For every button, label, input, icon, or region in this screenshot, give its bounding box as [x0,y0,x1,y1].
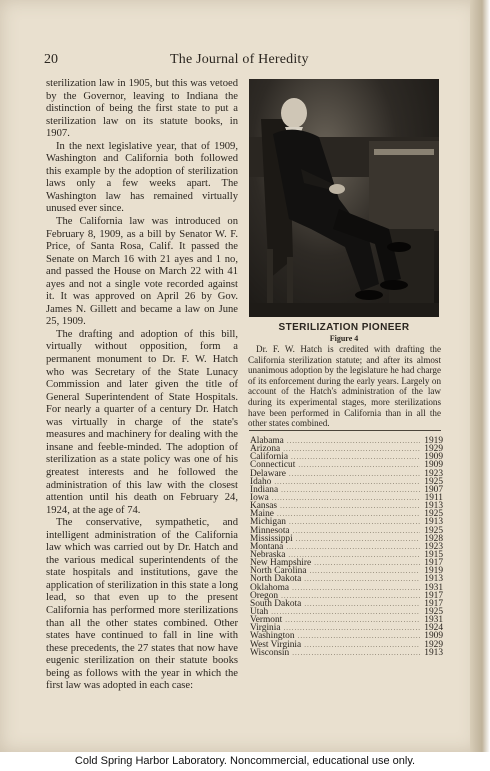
state-name: Minnesota [250,525,290,536]
state-year: 1925 [424,476,443,487]
state-year: 1917 [424,598,443,609]
dot-leader [314,559,420,567]
dot-leader [298,461,420,469]
state-name: Oklahoma [250,582,290,593]
body-paragraph: The California law was introduced on February 8, 1909, as a bill by Senator W. F. Price, of Santa Rosa, Calif. It passed the Senate on March 16 with 21 ayes and 1 no, and passed the House on March 22 with 41 ayes and not a single vote recorded against it. It was approved on April 26 by Gov. James N. Gillett and became a law on June 25, 1909. [46,216,238,328]
state-name: Alabama [250,436,284,446]
state-row [250,584,443,592]
state-year: 1913 [424,647,443,658]
body-paragraph: The conservative, sympathetic, and intelligent administration of the California law which was carried out by Dr. Hatch and the various medical superintendents of the state hospitals and institutions, gave the application of sterilization in this state a long lead, so that even up to the present California has performed more sterilizations than all the other states combined. Other states have continued to fall in line with these precedents, the 27 states that now have eugenic sterilization on their statute books being as follows with the year in which the first law was adopted in each case: [46,517,238,692]
state-year: 1909 [424,631,443,642]
state-year: 1909 [424,460,443,471]
page-edge [470,0,490,752]
state-year: 1913 [424,501,443,512]
dot-leader [281,486,420,494]
dot-leader [280,502,420,510]
state-row [250,494,443,502]
state-name: Delaware [250,468,286,479]
state-year: 1919 [424,566,443,577]
state-year: 1911 [424,492,443,503]
journal-title: The Journal of Heredity [170,52,309,67]
state-name: Mississippi [250,533,293,544]
state-name: Michigan [250,517,286,528]
page-header [0,52,478,68]
dot-leader [296,535,420,543]
dot-leader [285,616,420,624]
states-sterilization-table [250,437,443,657]
dot-leader [274,478,420,486]
state-row [250,478,443,486]
state-year: 1919 [424,436,443,446]
state-name: Vermont [250,615,283,626]
state-year: 1915 [424,549,443,560]
state-year: 1931 [424,615,443,626]
state-year: 1907 [424,484,443,495]
dot-leader [292,649,420,657]
page-number: 20 [44,52,58,67]
state-row [250,486,443,494]
state-name: North Carolina [250,566,307,577]
state-year: 1923 [424,468,443,479]
dot-leader [304,641,420,649]
dot-leader [277,510,420,518]
state-row [250,600,443,608]
dot-leader [291,453,420,461]
state-year: 1917 [424,558,443,569]
dot-leader [310,567,421,575]
state-name: West Virginia [250,639,302,650]
dot-leader [293,527,420,535]
state-row [250,502,443,510]
portrait-photo [249,79,439,317]
state-year: 1924 [424,623,443,634]
state-year: 1925 [424,606,443,617]
body-paragraph: The drafting and adoption of this bill, virtually without opposition, form a permanent monument to Dr. F. W. Hatch who was Secretary of the State Lunacy Commission and later given the title of General Superintendent of State Hospitals. For nearly a quarter of a century Dr. Hatch was virtually in charge of the state's measures and machinery for dealing with the insane and feeble-minded. The adoption of sterilization as a state policy was one of his greatest interests and he followed the administration of this law with the closest attention until his death on February 24, 1924, at the age of 74. [46,328,238,516]
state-year: 1917 [424,590,443,601]
figure-caption: Dr. F. W. Hatch is credited with drafting the California sterilization statute; and after its almost unanimous adoption by the legislature he had charge of its enforcement during the early years. Largely on account of the Hatch's administration of the law during its experimental stages, more sterilizations have been performed in California than in all the other states combined. [248,344,441,429]
state-name: Connecticut [250,460,296,471]
state-name: California [250,452,289,463]
dot-leader [284,624,420,632]
state-row [250,470,443,478]
state-name: Washington [250,631,295,642]
article-body [46,78,238,693]
state-year: 1909 [424,452,443,463]
dot-leader [272,494,420,502]
figure-title: STERILIZATION PIONEER [278,322,410,333]
state-name: Oregon [250,590,279,601]
state-name: Utah [250,606,269,617]
state-year: 1913 [424,517,443,528]
state-name: Nebraska [250,549,286,560]
dot-leader [283,445,420,453]
state-year: 1931 [424,582,443,593]
state-year: 1925 [424,509,443,520]
table-rule [249,430,441,431]
dot-leader [292,584,420,592]
state-name: Virginia [250,623,281,634]
state-name: Montana [250,541,284,552]
state-name: Kansas [250,501,278,512]
state-year: 1929 [424,639,443,650]
dot-leader [289,518,420,526]
state-name: Indiana [250,484,279,495]
dot-leader [304,600,420,608]
body-paragraph: In the next legislative year, that of 1909, Washington and California both followed this example by the adoption of sterilization laws only a few weeks apart. The Washington law has remained virtually unused ever since. [46,140,238,215]
state-name: South Dakota [250,598,302,609]
figure-label: Figure 4 [329,334,359,343]
state-year: 1923 [424,541,443,552]
state-name: Wisconsin [250,647,290,658]
state-name: Arizona [250,444,281,455]
dot-leader [286,543,420,551]
dot-leader [298,632,420,640]
state-row [250,649,443,657]
dot-leader [287,437,420,445]
dot-leader [289,470,420,478]
state-name: Iowa [250,492,269,503]
body-paragraph: sterilization law in 1905, but this was vetoed by the Governor, leaving to Indiana the distinction of being the first state to put a sterilization law on its statute books, in 1907. [46,78,238,140]
state-name: Idaho [250,476,272,487]
state-name: Maine [250,509,274,520]
state-name: North Dakota [250,574,302,585]
footer-credit: Cold Spring Harbor Laboratory. Noncommercial, educational use only. [74,755,416,767]
state-year: 1925 [424,525,443,536]
state-year: 1928 [424,533,443,544]
dot-leader [281,592,420,600]
state-year: 1913 [424,574,443,585]
state-year: 1929 [424,444,443,455]
dot-leader [304,575,420,583]
dot-leader [271,608,420,616]
state-name: New Hampshire [250,558,312,569]
